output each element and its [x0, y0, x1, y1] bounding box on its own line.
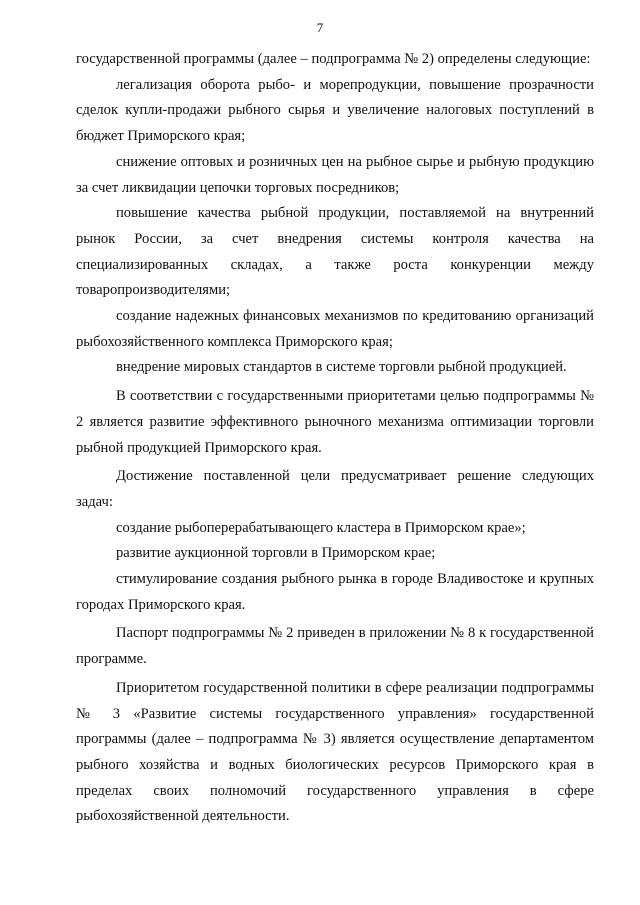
page-number: 7	[316, 20, 324, 35]
paragraph: легализация оборота рыбо- и морепродукции, повышение прозрачности сделок купли-продажи рыбного сырья и увеличение налоговых поступлений в бюджет Приморского края;	[76, 76, 594, 145]
body-text	[76, 47, 594, 830]
paragraph: создание надежных финансовых механизмов по кредитованию организаций рыбохозяйственного комплекса Приморского края;	[76, 308, 594, 350]
paragraph: повышение качества рыбной продукции, поставляемой на внутренний рынок России, за счет внедрения системы контроля качества на специализированных складах, а также роста конкуренции между товаропроизводителями;	[76, 205, 594, 299]
paragraph: Приоритетом государственной политики в сфере реализации подпрограммы № 3 «Развитие системы государственного управления» государственной программы (далее – подпрограмма № 3) является осуществление департаментом рыбного хозяйства и водных биологических ресурсов Приморского края в пределах своих полномочий государственного управления в сфере рыбохозяйственной деятельности.	[76, 679, 594, 825]
paragraph: развитие аукционной торговли в Приморском крае;	[116, 545, 436, 562]
paragraph: Достижение поставленной цели предусматривает решение следующих задач:	[76, 468, 594, 510]
paragraph: В соответствии с государственными приоритетами целью подпрограммы № 2 является развитие эффективного рыночного механизма оптимизации торговли рыбной продукцией Приморского края.	[76, 388, 594, 456]
paragraph: Паспорт подпрограммы № 2 приведен в приложении № 8 к государственной программе.	[76, 625, 594, 668]
paragraph: создание рыбоперерабатывающего кластера в Приморском крае»;	[116, 519, 526, 536]
paragraph: государственной программы (далее – подпрограмма № 2) определены следующие:	[76, 51, 591, 67]
paragraph: стимулирование создания рыбного рынка в городе Владивостоке и крупных городах Приморского края.	[76, 571, 594, 613]
paragraph: снижение оптовых и розничных цен на рыбное сырье и рыбную продукцию за счет ликвидации цепочки торговых посредников;	[76, 153, 594, 196]
paragraph: внедрение мировых стандартов в системе торговли рыбной продукцией.	[116, 359, 567, 376]
